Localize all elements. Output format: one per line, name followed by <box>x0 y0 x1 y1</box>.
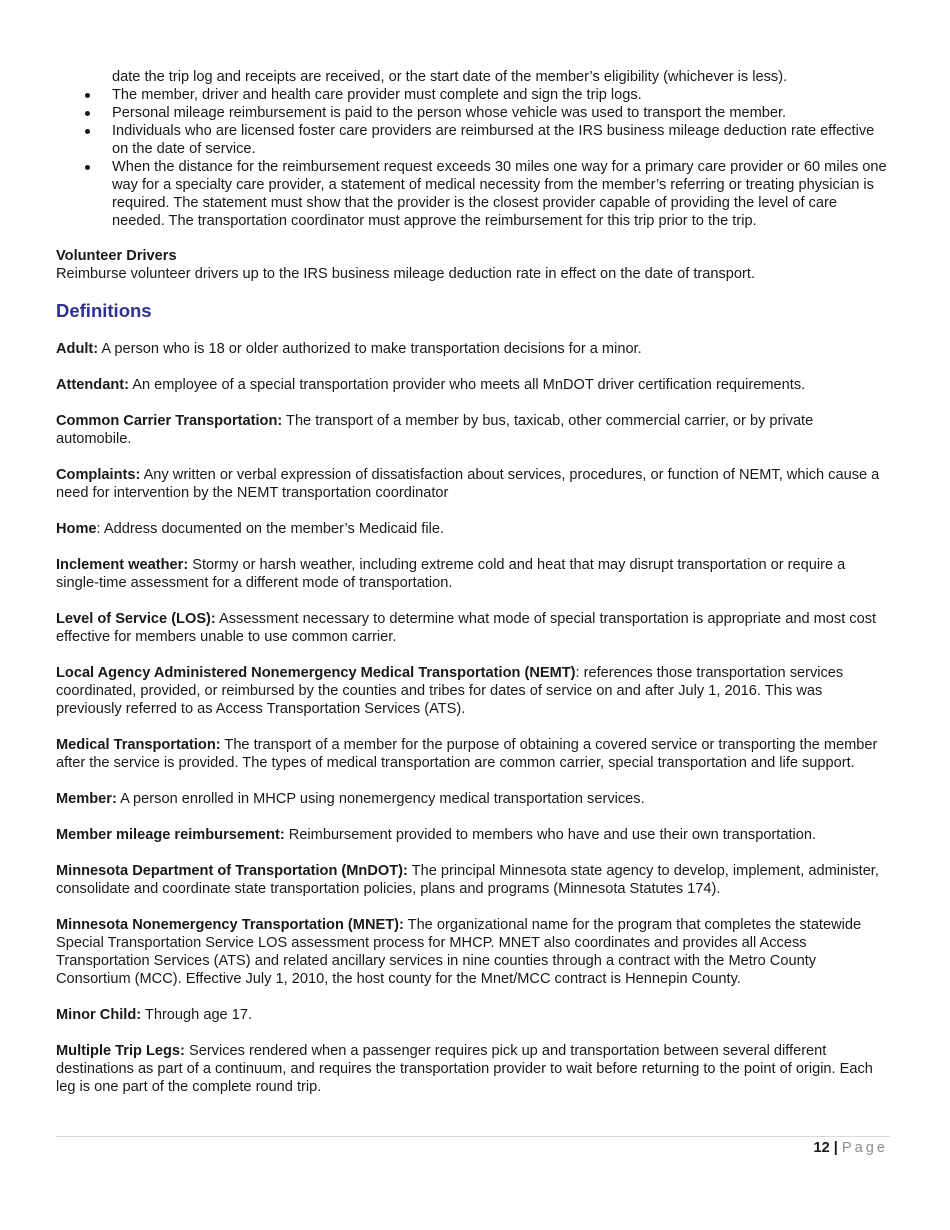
volunteer-drivers-heading: Volunteer Drivers <box>56 248 177 264</box>
definition-medical-transportation <box>56 736 890 772</box>
definition-text: The transport of a member for the purpose of obtaining a covered service or transporting the member after the service is provided. The types of medical transportation are common carrier, special transportation and life support. <box>56 737 878 771</box>
definition-text: A person who is 18 or older authorized to make transportation decisions for a minor. <box>98 341 642 357</box>
definition-text: Reimbursement provided to members who have and use their own transportation. <box>284 827 817 843</box>
definition-text: : references those transportation services coordinated, provided, or reimbursed by the counties and tribes for dates of service on and after July 1, 2016. This was previously referred to as Access Transportation Services (ATS). <box>56 665 844 717</box>
definition-text: Stormy or harsh weather, including extreme cold and heat that may disrupt transportation or require a single-time assessment for a different mode of transportation. <box>56 557 846 591</box>
bullet-continuation: date the trip log and receipts are received, or the start date of the member’s eligibility (whichever is less). <box>112 69 788 85</box>
definition-attendant <box>56 376 890 394</box>
definition-adult <box>56 340 890 358</box>
definition-term: Common Carrier Transportation: <box>56 413 283 429</box>
definition-term: Member mileage reimbursement: <box>56 827 285 843</box>
bullet-item <box>56 86 890 104</box>
definition-term: Minnesota Department of Transportation (MnDOT): <box>56 863 408 879</box>
page-footer <box>813 1139 888 1157</box>
definition-term: Inclement weather: <box>56 557 189 573</box>
definition-term: Level of Service (LOS): <box>56 611 216 627</box>
footer-separator: | <box>833 1140 838 1156</box>
definition-term: Minnesota Nonemergency Transportation (MNET): <box>56 917 404 933</box>
definition-term: Local Agency Administered Nonemergency Medical Transportation (NEMT) <box>56 665 576 681</box>
definition-term: Complaints: <box>56 467 141 483</box>
bullet-item <box>56 158 890 230</box>
definition-multiple-trip-legs <box>56 1042 890 1096</box>
bullet-item <box>56 122 890 158</box>
definition-term: Home <box>56 521 97 537</box>
definition-term: Medical Transportation: <box>56 737 221 753</box>
definition-minor-child <box>56 1006 890 1024</box>
definition-text: Through age 17. <box>141 1007 253 1023</box>
definition-home <box>56 520 890 538</box>
bullet-item <box>56 104 890 122</box>
definition-term: Adult: <box>56 341 99 357</box>
definition-mnet <box>56 916 890 988</box>
definition-text: An employee of a special transportation provider who meets all MnDOT driver certification requirements. <box>128 377 806 393</box>
definition-level-of-service <box>56 610 890 646</box>
definition-text: The principal Minnesota state agency to develop, implement, administer, consolidate and coordinate state transportation policies, plans and programs (Minnesota Statutes 174). <box>56 863 879 897</box>
definition-text: Any written or verbal expression of dissatisfaction about services, procedures, or function of NEMT, which cause a need for intervention by the NEMT transportation coordinator <box>56 467 880 501</box>
definition-local-agency-nemt <box>56 664 890 718</box>
bullet-dot <box>85 93 90 98</box>
footer-divider <box>56 1136 890 1137</box>
volunteer-drivers-text: Reimburse volunteer drivers up to the IRS business mileage deduction rate in effect on the date of transport. <box>56 266 756 282</box>
definition-complaints <box>56 466 890 502</box>
definition-text: The transport of a member by bus, taxicab, other commercial carrier, or by private automobile. <box>56 413 814 447</box>
document-page <box>56 68 890 1114</box>
definition-text: Assessment necessary to determine what mode of special transportation is appropriate and most cost effective for members unable to use common carrier. <box>56 611 877 645</box>
definition-common-carrier <box>56 412 890 448</box>
bullet-text: When the distance for the reimbursement request exceeds 30 miles one way for a primary care provider or 60 miles one way for a specialty care provider, a statement of medical necessity from the member’s referring or treating physician is required. The statement must show that the provider is the closest provider capable of providing the level of care needed. The transportation coordinator must approve the reimbursement for this trip prior to the trip. <box>112 159 887 229</box>
definition-inclement-weather <box>56 556 890 592</box>
definitions-heading: Definitions <box>56 300 152 321</box>
definition-term: Multiple Trip Legs: <box>56 1043 185 1059</box>
bullet-dot <box>85 129 90 134</box>
bullet-dot <box>85 165 90 170</box>
definition-text: A person enrolled in MHCP using nonemergency medical transportation services. <box>116 791 645 807</box>
bullet-text: Individuals who are licensed foster care providers are reimbursed at the IRS business mileage deduction rate effective on the date of service. <box>112 123 875 157</box>
definition-text: Services rendered when a passenger requires pick up and transportation between several different destinations as part of a continuum, and requires the transportation provider to wait before returning to the point of origin. Each leg is one part of the complete round trip. <box>56 1043 873 1095</box>
page-number: 12 <box>813 1140 830 1156</box>
definition-mndot <box>56 862 890 898</box>
definition-term: Attendant: <box>56 377 129 393</box>
definition-member <box>56 790 890 808</box>
definition-text: : Address documented on the member’s Medicaid file. <box>96 521 445 537</box>
definition-term: Minor Child: <box>56 1007 142 1023</box>
definition-term: Member: <box>56 791 117 807</box>
page-label: Page <box>841 1140 888 1156</box>
bullet-dot <box>85 111 90 116</box>
definition-member-mileage <box>56 826 890 844</box>
bullet-text: Personal mileage reimbursement is paid to the person whose vehicle was used to transport the member. <box>112 105 787 121</box>
reimbursement-bullet-list <box>56 86 890 230</box>
bullet-text: The member, driver and health care provider must complete and sign the trip logs. <box>112 87 642 103</box>
definitions-list <box>56 340 890 1096</box>
definition-text: The organizational name for the program that completes the statewide Special Transportation Service LOS assessment process for MHCP. MNET also coordinates and provides all Access Transportation Services (ATS) and related ancillary services in nine counties through a contract with the Metro County Consortium (MCC). Effective July 1, 2010, the host county for the Mnet/MCC contract is Hennepin County. <box>56 917 862 987</box>
